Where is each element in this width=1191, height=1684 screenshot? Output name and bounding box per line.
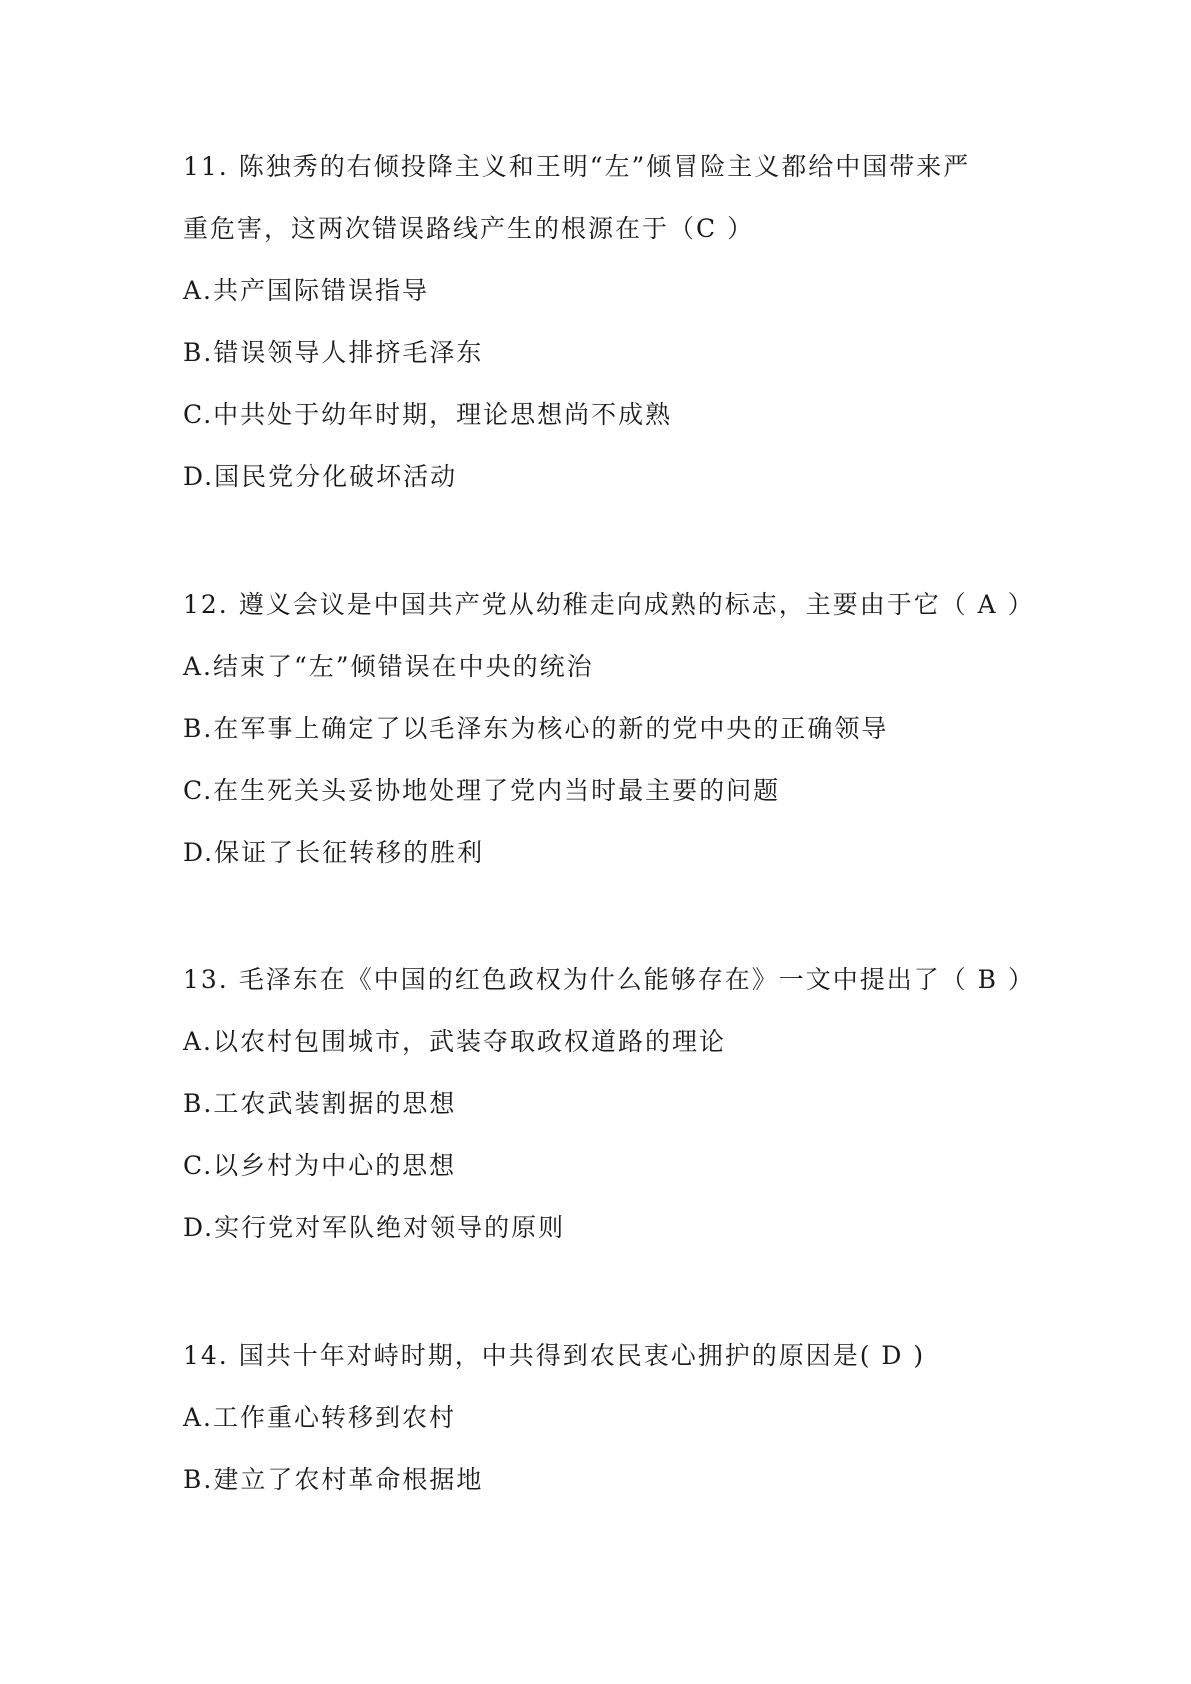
option-c: C.以乡村为中心的思想 xyxy=(183,1151,457,1180)
question-12 xyxy=(183,574,1043,884)
option-b: B.错误领导人排挤毛泽东 xyxy=(183,338,484,367)
option-c: C.中共处于幼年时期，理论思想尚不成熟 xyxy=(183,400,673,429)
question-stem-line: 重危害，这两次错误路线产生的根源在于（C ） xyxy=(183,214,755,243)
option-b: B.在军事上确定了以毛泽东为核心的新的党中央的正确领导 xyxy=(183,714,889,743)
option-a: A.结束了“左”倾错误在中央的统治 xyxy=(183,652,594,681)
option-c: C.在生死关头妥协地处理了党内当时最主要的问题 xyxy=(183,776,781,805)
option-a: A.工作重心转移到农村 xyxy=(183,1403,457,1432)
question-stem-line: 12. 遵义会议是中国共产党从幼稚走向成熟的标志，主要由于它（ A ） xyxy=(183,590,1035,619)
option-a: A.以农村包围城市，武装夺取政权道路的理论 xyxy=(183,1027,727,1056)
option-a: A.共产国际错误指导 xyxy=(183,276,430,305)
question-14 xyxy=(183,1325,1043,1511)
question-11 xyxy=(183,136,1043,508)
option-d: D.保证了长征转移的胜利 xyxy=(183,838,485,867)
question-stem-line: 14. 国共十年对峙时期，中共得到农民衷心拥护的原因是( D ) xyxy=(183,1341,926,1370)
option-d: D.实行党对军队绝对领导的原则 xyxy=(183,1213,566,1242)
option-d: D.国民党分化破坏活动 xyxy=(183,462,458,491)
option-b: B.建立了农村革命根据地 xyxy=(183,1465,484,1494)
question-stem-line: 11. 陈独秀的右倾投降主义和王明“左”倾冒险主义都给中国带来严 xyxy=(183,152,971,181)
option-b: B.工农武装割据的思想 xyxy=(183,1089,457,1118)
question-13 xyxy=(183,949,1043,1259)
question-stem-line: 13. 毛泽东在《中国的红色政权为什么能够存在》一文中提出了（ B ） xyxy=(183,965,1035,994)
